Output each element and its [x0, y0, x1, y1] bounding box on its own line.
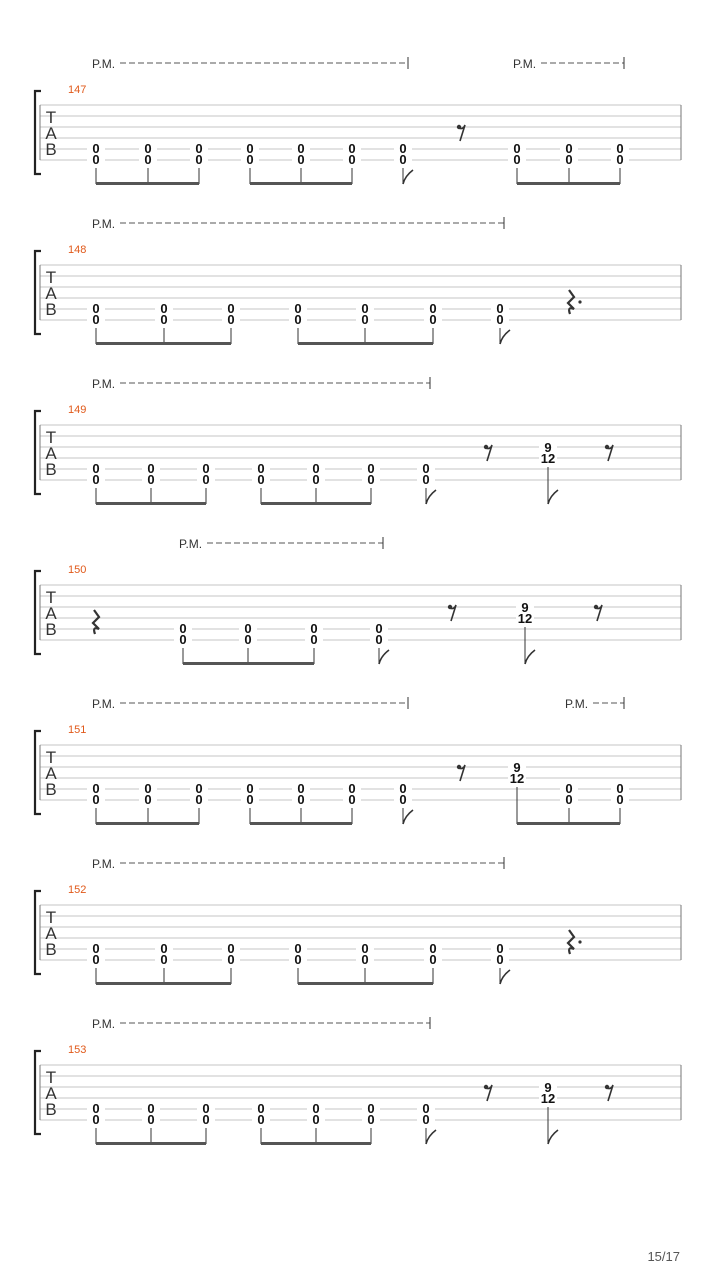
eighth-rest: [448, 605, 456, 621]
fret-number: 0: [375, 632, 383, 647]
fret-number: 0: [202, 1112, 210, 1127]
fret-number: 9: [544, 440, 552, 455]
tab-clef-letter: T: [45, 748, 57, 767]
fret-number: 0: [257, 472, 265, 487]
fret-number: 0: [616, 781, 624, 796]
eighth-flag: [403, 170, 413, 184]
fret-number: 0: [422, 472, 430, 487]
eighth-flag: [426, 1130, 436, 1144]
measure-number: 150: [68, 564, 87, 576]
measure-number: 151: [68, 724, 87, 736]
fret-number: 0: [92, 1101, 100, 1116]
tab-clef-letter: A: [45, 1084, 57, 1103]
fret-number: 0: [616, 141, 624, 156]
fret-number: 0: [429, 952, 437, 967]
fret-number: 0: [202, 461, 210, 476]
fret-number: 0: [565, 781, 573, 796]
fret-number: 0: [616, 792, 624, 807]
fret-number: 0: [297, 792, 305, 807]
fret-number: 0: [399, 781, 407, 796]
eighth-rest: [484, 445, 492, 461]
fret-number: 0: [310, 621, 318, 636]
fret-number: 0: [496, 312, 504, 327]
note-beam: [517, 182, 620, 185]
fret-number: 0: [144, 792, 152, 807]
fret-number: 0: [375, 621, 383, 636]
fret-number: 0: [244, 621, 252, 636]
fret-number: 0: [429, 312, 437, 327]
fret-number: 0: [227, 952, 235, 967]
palm-mute-label: P.M.: [92, 57, 116, 71]
fret-number: 0: [257, 1112, 265, 1127]
fret-number: 0: [92, 312, 100, 327]
tab-clef-letter: A: [45, 284, 57, 303]
fret-number: 0: [257, 1101, 265, 1116]
fret-number: 0: [294, 312, 302, 327]
fret-number: 0: [294, 941, 302, 956]
fret-number: 0: [160, 301, 168, 316]
note-beam: [183, 662, 314, 665]
palm-mute-label: P.M.: [92, 697, 116, 711]
eighth-flag: [426, 490, 436, 504]
fret-number: 0: [429, 301, 437, 316]
fret-number: 12: [509, 771, 525, 786]
fret-number: 0: [179, 632, 187, 647]
dotted-quarter-rest: [568, 930, 582, 954]
fret-number: 0: [616, 152, 624, 167]
fret-number: 0: [246, 792, 254, 807]
fret-number: 0: [179, 621, 187, 636]
fret-number: 0: [565, 152, 573, 167]
fret-number: 0: [399, 152, 407, 167]
dotted-quarter-rest: [568, 290, 582, 314]
fret-number: 0: [147, 472, 155, 487]
fret-number: 0: [92, 1112, 100, 1127]
note-beam: [261, 1142, 371, 1145]
rest-dot: [578, 300, 581, 303]
tab-clef-letter: T: [45, 108, 57, 127]
fret-number: 0: [92, 141, 100, 156]
measure-number: 149: [68, 404, 87, 416]
fret-number: 0: [246, 141, 254, 156]
fret-number: 0: [147, 1112, 155, 1127]
fret-number: 0: [92, 941, 100, 956]
fret-number: 0: [367, 1112, 375, 1127]
tab-clef-letter: B: [45, 620, 57, 639]
page-number: 15/17: [647, 1249, 680, 1264]
tab-clef-letter: B: [45, 140, 57, 159]
fret-number: 0: [294, 301, 302, 316]
eighth-rest: [484, 1085, 492, 1101]
fret-number: 0: [147, 461, 155, 476]
tab-clef-letter: T: [45, 1068, 57, 1087]
tab-clef-letter: A: [45, 444, 57, 463]
fret-number: 0: [195, 792, 203, 807]
measure-number: 153: [68, 1044, 87, 1056]
fret-number: 0: [92, 301, 100, 316]
tab-clef-letter: B: [45, 780, 57, 799]
note-beam: [298, 982, 433, 985]
fret-number: 0: [195, 141, 203, 156]
fret-number: 0: [246, 152, 254, 167]
fret-number: 0: [144, 781, 152, 796]
fret-number: 0: [565, 792, 573, 807]
tab-clef-letter: T: [45, 908, 57, 927]
fret-number: 0: [144, 152, 152, 167]
fret-number: 0: [195, 781, 203, 796]
fret-number: 0: [195, 152, 203, 167]
measure-number: 152: [68, 884, 87, 896]
eighth-flag: [379, 650, 389, 664]
fret-number: 0: [361, 941, 369, 956]
fret-number: 9: [521, 600, 529, 615]
fret-number: 0: [310, 632, 318, 647]
fret-number: 0: [361, 301, 369, 316]
fret-number: 12: [540, 451, 556, 466]
note-beam: [261, 502, 371, 505]
fret-number: 0: [297, 152, 305, 167]
fret-number: 0: [399, 141, 407, 156]
fret-number: 0: [422, 1101, 430, 1116]
eighth-flag: [403, 810, 413, 824]
measure-number: 148: [68, 244, 87, 256]
eighth-rest: [605, 1085, 613, 1101]
tab-clef-letter: T: [45, 428, 57, 447]
fret-number: 0: [312, 1101, 320, 1116]
fret-number: 0: [312, 461, 320, 476]
tab-clef-letter: B: [45, 1100, 57, 1119]
fret-number: 0: [202, 472, 210, 487]
fret-number: 0: [399, 792, 407, 807]
palm-mute-label: P.M.: [92, 1017, 116, 1031]
fret-number: 0: [312, 1112, 320, 1127]
palm-mute-label: P.M.: [513, 57, 537, 71]
fret-number: 0: [297, 141, 305, 156]
note-beam: [250, 182, 352, 185]
note-beam: [250, 822, 352, 825]
fret-number: 0: [92, 952, 100, 967]
note-beam: [96, 1142, 206, 1145]
fret-number: 0: [227, 941, 235, 956]
note-beam: [96, 342, 231, 345]
fret-number: 0: [160, 941, 168, 956]
eighth-rest: [457, 765, 465, 781]
tab-clef-letter: A: [45, 764, 57, 783]
tab-clef-letter: T: [45, 268, 57, 287]
fret-number: 0: [246, 781, 254, 796]
rest-part: [93, 610, 99, 634]
fret-number: 0: [565, 141, 573, 156]
measure-number: 147: [68, 84, 87, 96]
palm-mute-label: P.M.: [92, 217, 116, 231]
fret-number: 0: [297, 781, 305, 796]
fret-number: 0: [496, 941, 504, 956]
fret-number: 0: [513, 152, 521, 167]
fret-number: 0: [361, 952, 369, 967]
eighth-rest: [605, 445, 613, 461]
rest-part: [568, 930, 574, 954]
note-beam: [96, 822, 199, 825]
eighth-flag: [548, 490, 558, 504]
fret-number: 0: [160, 952, 168, 967]
fret-number: 0: [244, 632, 252, 647]
fret-number: 9: [513, 760, 521, 775]
fret-number: 0: [348, 792, 356, 807]
fret-number: 0: [361, 312, 369, 327]
fret-number: 0: [227, 301, 235, 316]
eighth-rest: [457, 125, 465, 141]
eighth-flag: [500, 970, 510, 984]
palm-mute-label: P.M.: [565, 697, 589, 711]
note-beam: [96, 182, 199, 185]
fret-number: 0: [92, 781, 100, 796]
fret-number: 0: [147, 1101, 155, 1116]
tab-clef-letter: T: [45, 588, 57, 607]
fret-number: 0: [367, 461, 375, 476]
palm-mute-label: P.M.: [92, 377, 116, 391]
tab-clef-letter: B: [45, 940, 57, 959]
eighth-flag: [548, 1130, 558, 1144]
note-beam: [96, 982, 231, 985]
tab-clef-letter: B: [45, 460, 57, 479]
fret-number: 0: [513, 141, 521, 156]
tab-clef-letter: A: [45, 604, 57, 623]
fret-number: 0: [92, 461, 100, 476]
fret-number: 0: [422, 1112, 430, 1127]
palm-mute-label: P.M.: [92, 857, 116, 871]
fret-number: 12: [517, 611, 533, 626]
fret-number: 0: [294, 952, 302, 967]
fret-number: 0: [348, 141, 356, 156]
fret-number: 0: [257, 461, 265, 476]
tab-clef-letter: A: [45, 924, 57, 943]
palm-mute-label: P.M.: [179, 537, 203, 551]
fret-number: 0: [496, 301, 504, 316]
rest-dot: [578, 940, 581, 943]
fret-number: 0: [92, 472, 100, 487]
note-beam: [96, 502, 206, 505]
fret-number: 0: [92, 792, 100, 807]
fret-number: 0: [227, 312, 235, 327]
eighth-flag: [500, 330, 510, 344]
fret-number: 0: [348, 152, 356, 167]
fret-number: 0: [422, 461, 430, 476]
fret-number: 0: [496, 952, 504, 967]
fret-number: 0: [312, 472, 320, 487]
rest-part: [568, 290, 574, 314]
fret-number: 0: [348, 781, 356, 796]
tab-clef-letter: A: [45, 124, 57, 143]
fret-number: 0: [160, 312, 168, 327]
fret-number: 9: [544, 1080, 552, 1095]
fret-number: 12: [540, 1091, 556, 1106]
fret-number: 0: [202, 1101, 210, 1116]
fret-number: 0: [144, 141, 152, 156]
note-beam: [298, 342, 433, 345]
quarter-rest: [93, 610, 99, 634]
eighth-rest: [594, 605, 602, 621]
fret-number: 0: [367, 1101, 375, 1116]
note-beam: [517, 822, 620, 825]
fret-number: 0: [367, 472, 375, 487]
fret-number: 0: [92, 152, 100, 167]
eighth-flag: [525, 650, 535, 664]
tab-clef-letter: B: [45, 300, 57, 319]
fret-number: 0: [429, 941, 437, 956]
